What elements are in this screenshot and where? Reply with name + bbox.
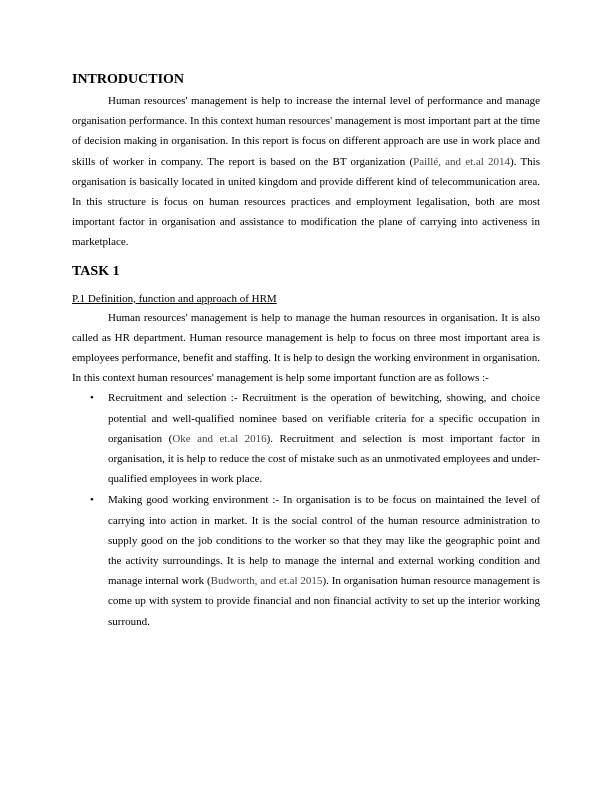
bullet-text-after: ). Recruitment and selection is most important factor in organisation, it is help to reduce the cost of mistake such as an unmotivated employees and under-qualified employees in work place. [108,432,541,486]
bullet-text-before: Making good working environment :- In organisation is to be focus on maintained the level of carrying into action in market. It is the social control of the human resource administration to supply good on the job conditions to the worker so that they may like the geographic point and the activity surroundings. It is help to manage the internal and external working condition and manage internal work ( [108,494,540,588]
function-list [72,388,540,631]
intro-citation: Paillé, and et.al 2014 [413,155,511,168]
bullet-citation: Oke and et.al 2016 [172,432,267,445]
bullet-text-before: Recruitment and selection :- Recruitment is the operation of bewitching, showing, and choice potential and well-qualified nominee based on verifiable criteria for a specific occupation in organisation ( [108,392,540,445]
bullet-text-after: ). In organisation human resource management is come up with system to provide financial and non financial activity to set up the interior working surround. [108,575,541,628]
introduction-heading: INTRODUCTION [72,72,185,87]
list-item-text [108,490,540,631]
list-item [72,388,540,489]
intro-text-1: Human resources' management is help to increase the internal level of performance and manage organisation performance. In this context human resources' management is most important part at the time of decision making in organisation. In this report is focus on different approach are use in work place and skills of worker in company. The report is based on the BT organization ( [72,95,540,168]
introduction-paragraph [72,91,540,253]
task-subheading: P.1 Definition, function and approach of HRM [72,292,277,305]
task-paragraph: Human resources' management is help to manage the human resources in organisation. It is also called as HR department. Human resource management is help to focus on three most important area is employees performance, benefit and staffing. It is help to design the working environment in organisation. In this context human resources' management is help some important function are as follows :- [72,311,540,385]
list-item [72,490,540,631]
bullet-icon: • [90,392,94,405]
page-content [72,70,540,632]
bullet-citation: Budworth, and et.al 2015 [210,575,323,588]
list-item-text [108,388,540,489]
intro-text-2: ). This organisation is basically located in united kingdom and provide different kind of telecommunication area. In this structure is focus on human resources practices and employment legalisation, both are most important factor in organisation and assistance to modification the plane of carrying into activeness in marketplace. [72,155,541,249]
bullet-icon: • [90,494,94,507]
task-heading: TASK 1 [72,263,120,279]
